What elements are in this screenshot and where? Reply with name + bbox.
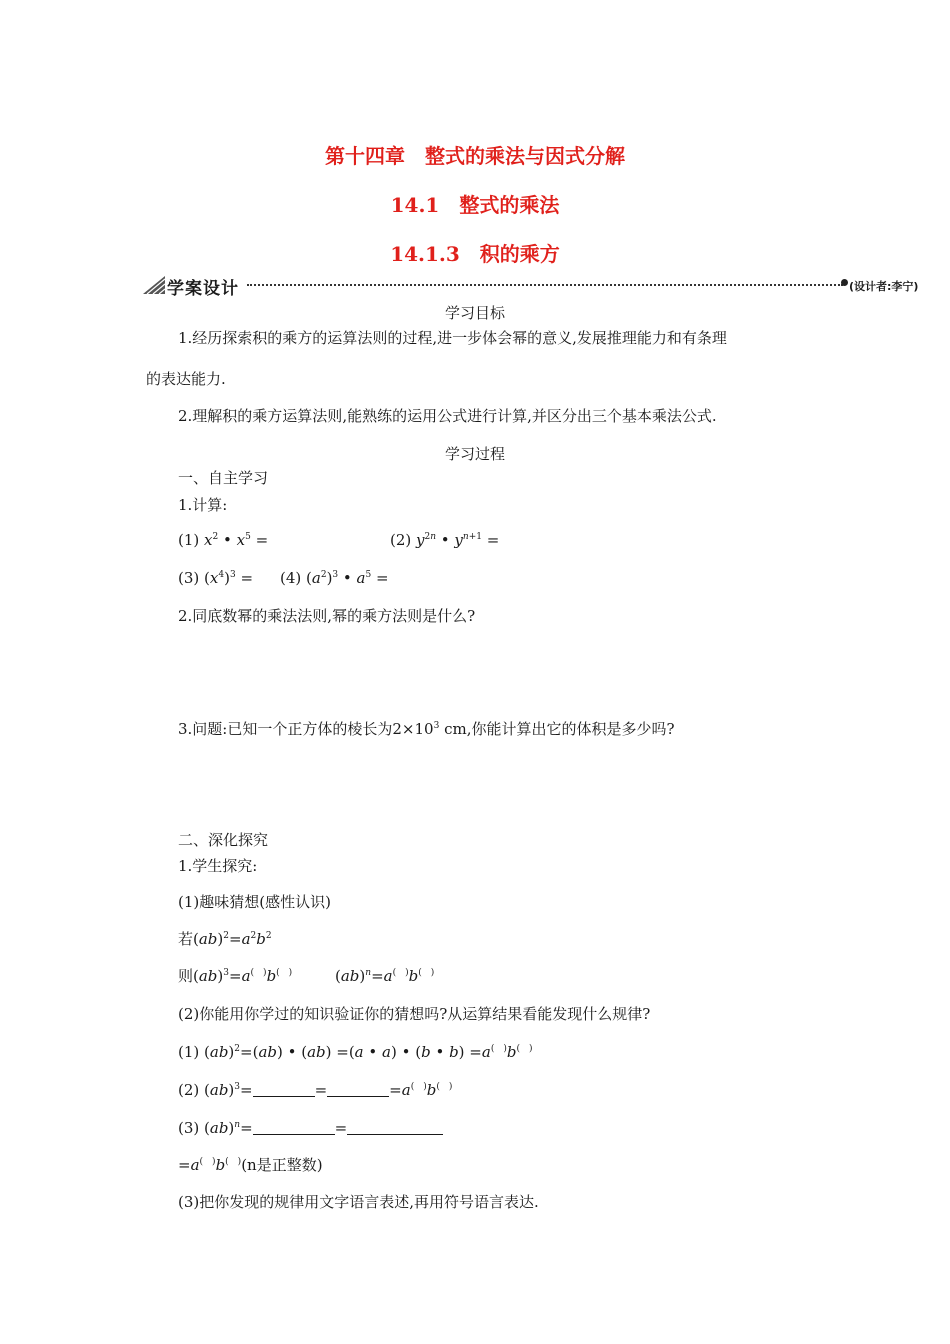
banner-label: 学案设计 <box>167 279 239 299</box>
banner <box>143 273 943 297</box>
chapter-title: 第十四章 整式的乘法与因式分解 <box>325 144 625 168</box>
q3-prefix: 3.问题:已知一个正方体的棱长为2×10 <box>178 720 434 738</box>
blank-field[interactable] <box>327 1082 389 1097</box>
verify-heading: (2)你能用你学过的知识验证你的猜想吗?从运算结果看能发现什么规律? <box>178 1005 651 1023</box>
subsection-title: 14.1.3 积的乘方 <box>390 242 560 266</box>
banner-dot-icon <box>841 279 848 286</box>
guess-heading: (1)趣味猜想(感性认识) <box>178 893 331 911</box>
guess-n: (ab)$^n$=a( )b( ) <box>335 967 435 985</box>
verify-1: (1) (ab)$^2$=(ab) • (ab) =(a • a) • (b • b) =a( )b( ) <box>178 1043 533 1061</box>
q3-suffix: cm,你能计算出它的体积是多少吗? <box>439 720 675 738</box>
part1-heading: 一、自主学习 <box>178 469 269 487</box>
banner-dotted-line <box>247 284 843 286</box>
goals-heading: 学习目标 <box>444 304 505 322</box>
verify-3-result: =a( )b( )(n是正整数) <box>178 1156 323 1174</box>
banner-designer: (设计者:李宁) <box>849 280 919 293</box>
process-heading: 学习过程 <box>444 445 505 463</box>
guess-given: 若$(ab)^2=a^2b^2$ <box>178 930 272 948</box>
goal-1-line-1: 1.经历探索积的乘方的运算法则的过程,进一步体会幂的意义,发展推理能力和有条理 <box>178 329 727 347</box>
calc-2: (2) $y^{2n}$ • $y^{n+1}$ = <box>390 531 500 549</box>
goal-1-line-2: 的表达能力. <box>146 370 226 388</box>
q3-exponent: 3 <box>433 721 440 731</box>
part1-q2: 2.同底数幂的乘法法则,幂的乘方法则是什么? <box>178 607 476 625</box>
calc-1: (1) $x^2$ • $x^5$ = <box>178 531 269 549</box>
part2-heading: 二、深化探究 <box>178 831 269 849</box>
express-heading: (3)把你发现的规律用文字语言表述,再用符号语言表达. <box>178 1193 539 1211</box>
section-title: 14.1 整式的乘法 <box>390 193 560 217</box>
blank-field[interactable] <box>253 1082 315 1097</box>
blank-field[interactable] <box>253 1120 335 1135</box>
n-note: (n是正整数) <box>241 1156 323 1174</box>
goal-2: 2.理解积的乘方运算法则,能熟练的运用公式进行计算,并区分出三个基本乘法公式. <box>178 407 717 425</box>
part1-q1: 1.计算: <box>178 496 228 514</box>
blank-field[interactable] <box>347 1120 443 1135</box>
calc-3: (3) $(x^4)^3$ = <box>178 569 254 587</box>
banner-stripe-icon <box>143 276 165 294</box>
guess-cube: 则(ab)$^3$=a( )b( ) <box>178 967 293 985</box>
verify-2: (2) (ab)$^3$= = =a( )b( ) <box>178 1081 453 1099</box>
part1-q3 <box>178 719 675 739</box>
part2-q1: 1.学生探究: <box>178 857 258 875</box>
verify-3: (3) (ab)$^n$= = <box>178 1118 443 1138</box>
calc-4: (4) $(a^2)^3$ • $a^5$ = <box>280 569 389 587</box>
